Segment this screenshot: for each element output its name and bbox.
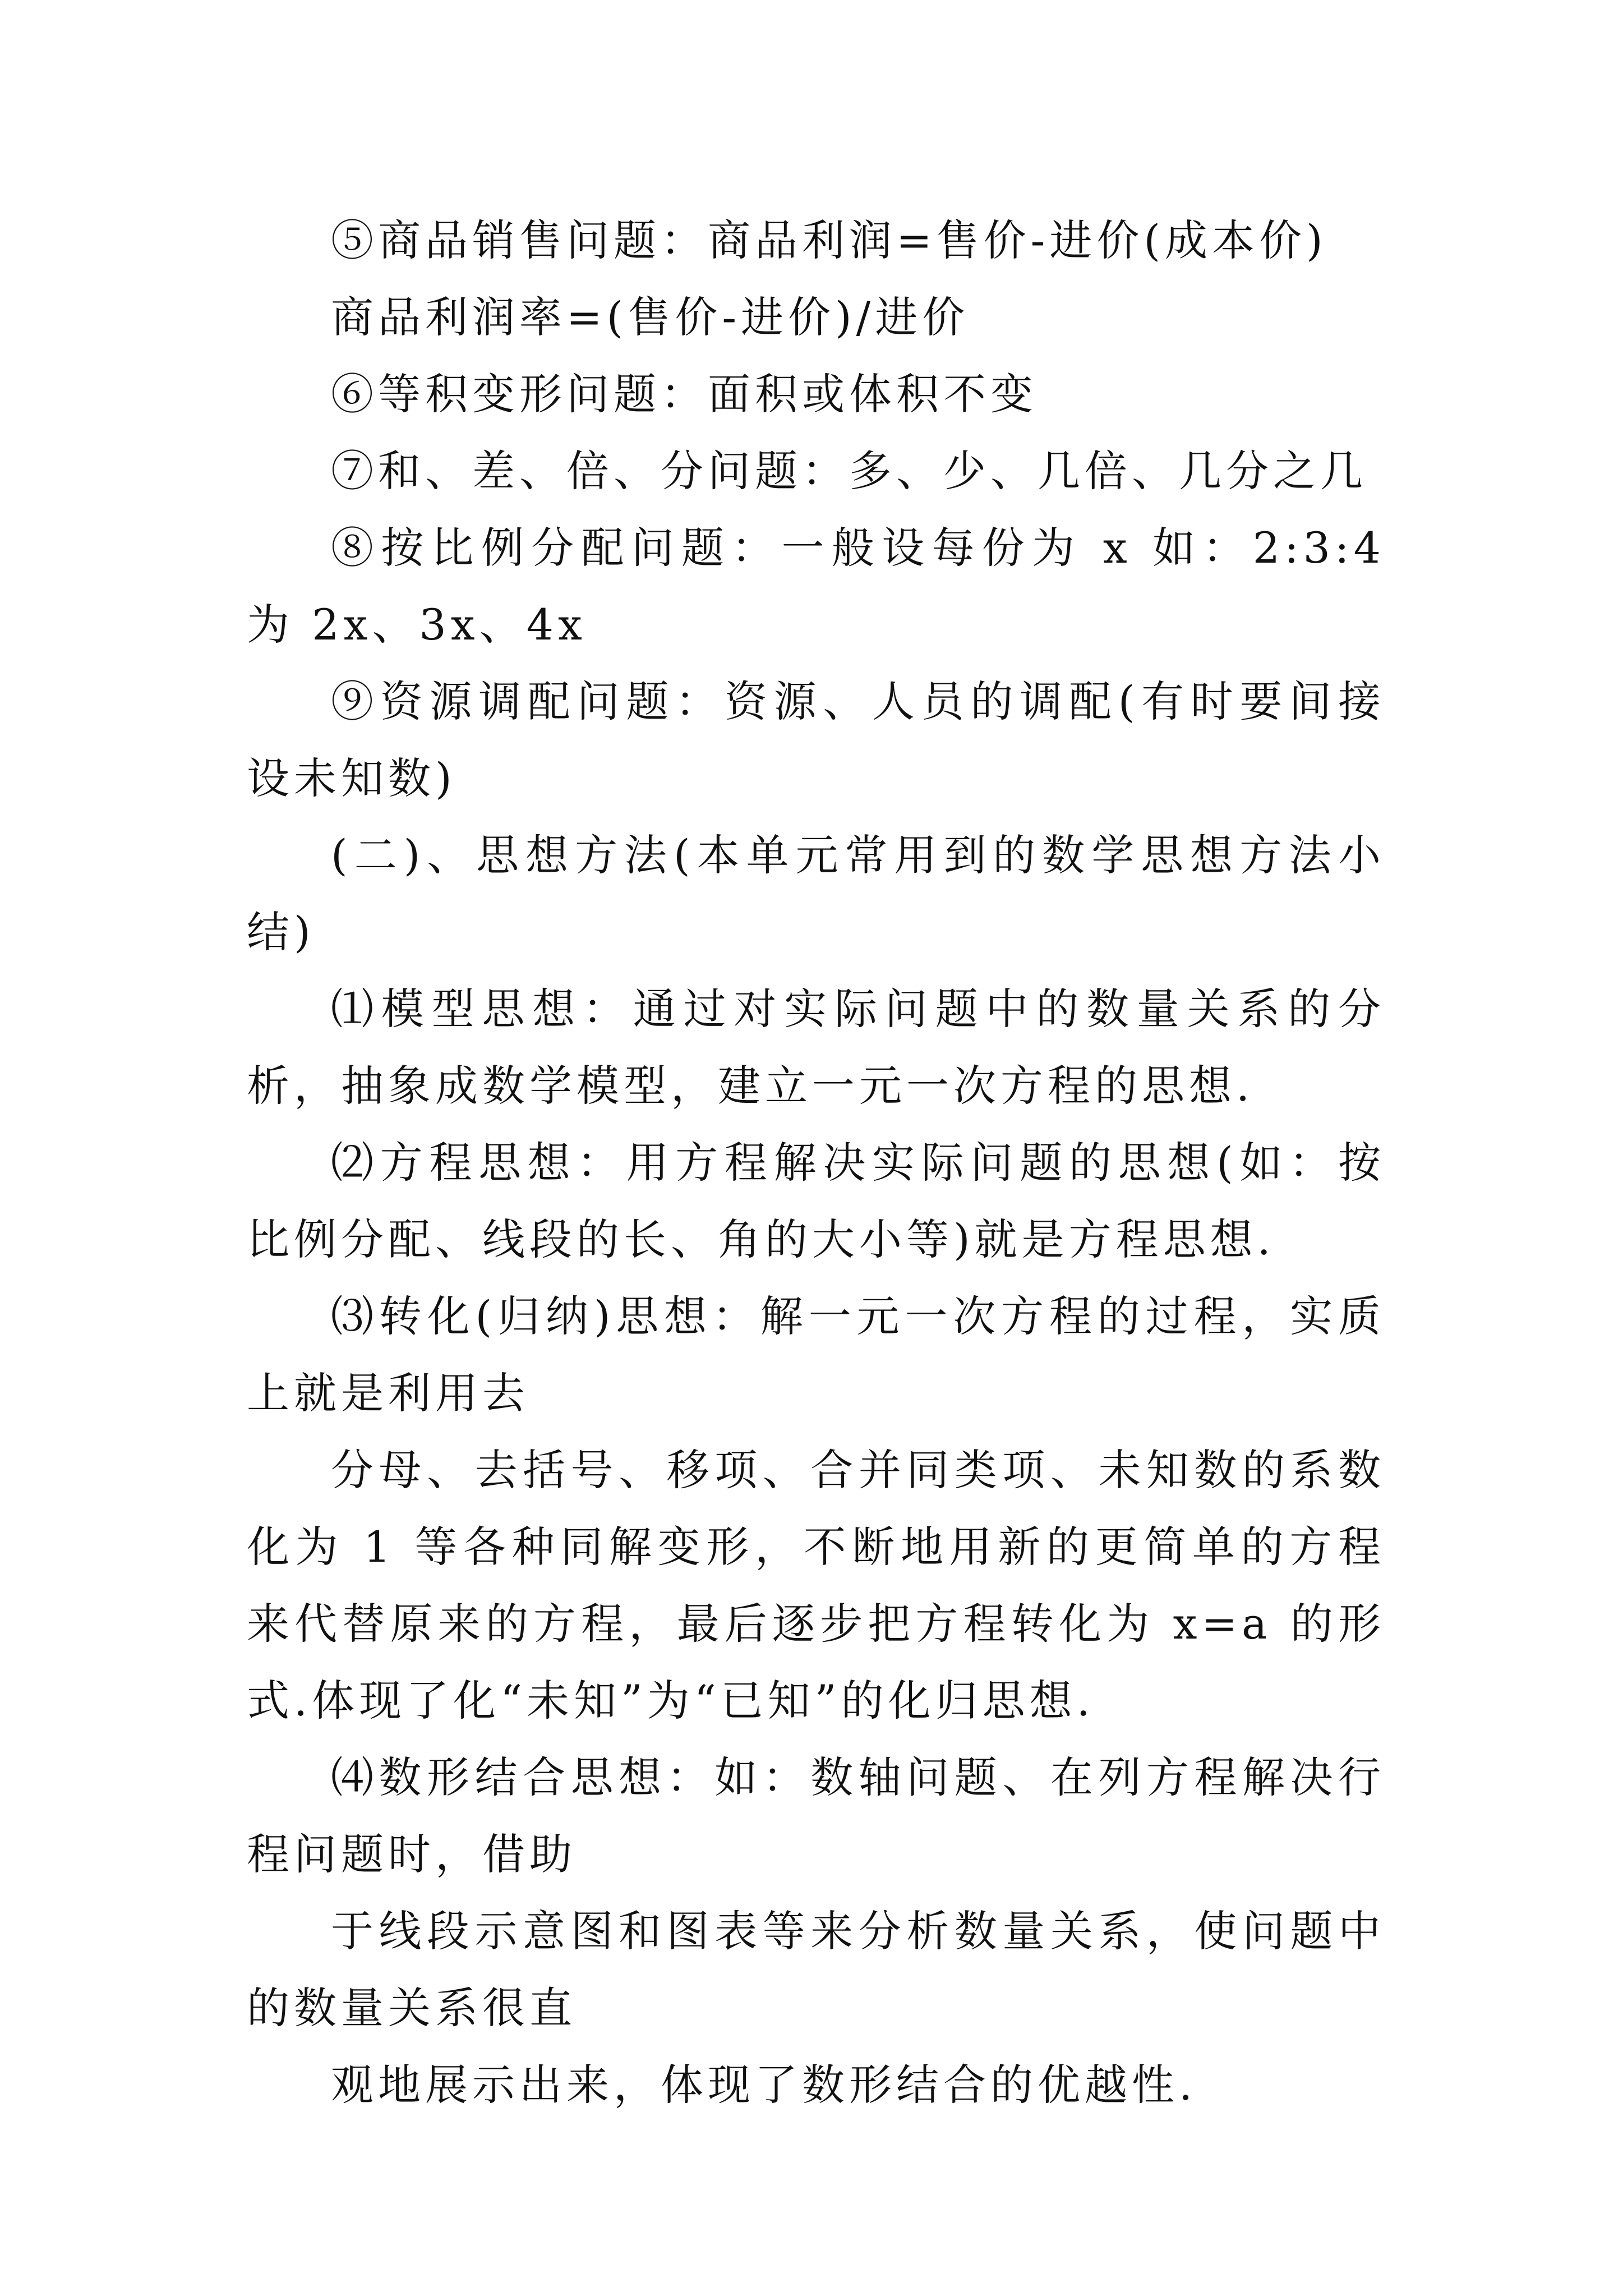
section-heading-methods: (二)、思想方法(本单元常用到的数学思想方法小结) [247,830,1385,957]
paragraph-model-thinking: ⑴模型思想：通过对实际问题中的数量关系的分析，抽象成数学模型，建立一元一次方程的思想. [247,984,1385,1111]
document-body [247,202,1385,2123]
paragraph-number-shape-thinking: ⑷数形结合思想：如：数轴问题、在列方程解决行程问题时，借助 [247,1752,1385,1879]
paragraph-profit-rate: 商品利润率=(售价-进价)/进价 [331,292,970,342]
paragraph-resource-allocation: ⑨资源调配问题：资源、人员的调配(有时要间接设未知数) [247,677,1385,803]
paragraph-number-shape-conclusion: 观地展示出来，体现了数形结合的优越性. [331,2060,1197,2110]
paragraph-transformation-detail: 分母、去括号、移项、合并同类项、未知数的系数化为 1 等各种同解变形，不断地用新的更简单的方程来代替原来的方程，最后逐步把方程转化为 x=a 的形式.体现了化“未知”为“已知”的化归思想. [247,1445,1385,1726]
paragraph-equal-volume: ⑥等积变形问题：面积或体积不变 [331,369,1038,419]
paragraph-number-shape-detail: 于线段示意图和图表等来分析数量关系，使问题中的数量关系很直 [247,1906,1385,2033]
paragraph-equation-thinking: ⑵方程思想：用方程解决实际问题的思想(如：按比例分配、线段的长、角的大小等)就是方程思想. [247,1138,1385,1264]
paragraph-sales-problem: ⑤商品销售问题：商品利润=售价-进价(成本价) [331,215,1327,265]
paragraph-transformation-thinking: ⑶转化(归纳)思想：解一元一次方程的过程，实质上就是利用去 [247,1291,1385,1418]
paragraph-proportional-distribution: ⑧按比例分配问题：一般设每份为 x 如：2:3:4 为 2x、3x、4x [247,523,1385,650]
paragraph-sum-difference: ⑦和、差、倍、分问题：多、少、几倍、几分之几 [331,446,1367,496]
